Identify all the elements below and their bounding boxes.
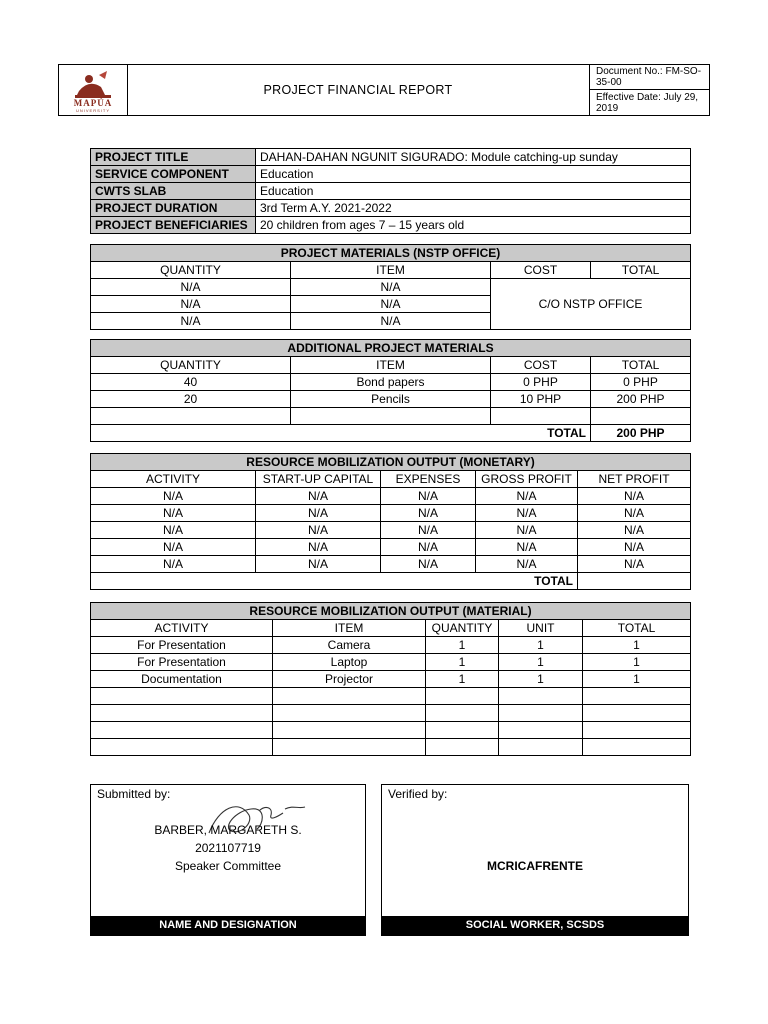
document-number: Document No.: FM-SO-35-00 bbox=[589, 65, 709, 90]
nstp-header-quantity: QUANTITY bbox=[91, 262, 291, 279]
signature-icon bbox=[201, 795, 311, 845]
material-activity-cell bbox=[91, 722, 273, 739]
material-activity-cell bbox=[91, 688, 273, 705]
monetary-header-activity: ACTIVITY bbox=[91, 471, 256, 488]
submitted-by-label: Submitted by: bbox=[97, 787, 171, 801]
material-activity-cell: Documentation bbox=[91, 671, 273, 688]
info-row bbox=[91, 149, 691, 166]
verified-by-label: Verified by: bbox=[388, 787, 448, 801]
monetary-activity-cell: N/A bbox=[91, 522, 256, 539]
material-unit-cell bbox=[499, 705, 583, 722]
additional-header-cost: COST bbox=[491, 357, 591, 374]
material-item-cell bbox=[273, 739, 426, 756]
table-row bbox=[91, 522, 691, 539]
document-header bbox=[58, 64, 710, 116]
additional-item-cell: Bond papers bbox=[291, 374, 491, 391]
monetary-capital-cell: N/A bbox=[256, 505, 381, 522]
monetary-expenses-cell: N/A bbox=[381, 539, 476, 556]
material-item-cell bbox=[273, 688, 426, 705]
additional-quantity-cell bbox=[91, 408, 291, 425]
material-item-cell: Camera bbox=[273, 637, 426, 654]
monetary-net-cell: N/A bbox=[578, 522, 691, 539]
info-value: Education bbox=[256, 183, 691, 200]
table-row bbox=[91, 488, 691, 505]
material-total-cell: 1 bbox=[583, 637, 691, 654]
monetary-gross-cell: N/A bbox=[476, 522, 578, 539]
additional-header-quantity: QUANTITY bbox=[91, 357, 291, 374]
table-row bbox=[91, 722, 691, 739]
material-unit-cell: 1 bbox=[499, 654, 583, 671]
info-label: PROJECT DURATION bbox=[91, 200, 256, 217]
info-label: SERVICE COMPONENT bbox=[91, 166, 256, 183]
nstp-item-cell: N/A bbox=[291, 313, 491, 330]
nstp-section-title: PROJECT MATERIALS (NSTP OFFICE) bbox=[91, 245, 691, 262]
additional-cost-cell bbox=[491, 408, 591, 425]
additional-cost-cell: 10 PHP bbox=[491, 391, 591, 408]
monetary-total-label: TOTAL bbox=[91, 573, 578, 590]
table-row bbox=[91, 539, 691, 556]
nstp-quantity-cell: N/A bbox=[91, 296, 291, 313]
material-total-cell: 1 bbox=[583, 671, 691, 688]
info-row bbox=[91, 217, 691, 234]
info-value: DAHAN-DAHAN NGUNIT SIGURADO: Module catching-up sunday bbox=[256, 149, 691, 166]
nstp-header-cost: COST bbox=[491, 262, 591, 279]
verifier-name: MCRICAFRENTE bbox=[487, 859, 583, 873]
table-row bbox=[91, 505, 691, 522]
nstp-header-total: TOTAL bbox=[591, 262, 691, 279]
additional-total-cell: 0 PHP bbox=[591, 374, 691, 391]
info-label: CWTS SLAB bbox=[91, 183, 256, 200]
submitter-id: 2021107719 bbox=[195, 841, 261, 855]
monetary-header-startup-capital: START-UP CAPITAL bbox=[256, 471, 381, 488]
material-total-cell bbox=[583, 705, 691, 722]
table-row bbox=[91, 671, 691, 688]
material-activity-cell: For Presentation bbox=[91, 637, 273, 654]
additional-quantity-cell: 40 bbox=[91, 374, 291, 391]
additional-materials-table bbox=[90, 339, 691, 442]
nstp-office-note: C/O NSTP OFFICE bbox=[491, 279, 691, 330]
material-quantity-cell bbox=[426, 705, 499, 722]
material-activity-cell bbox=[91, 739, 273, 756]
material-quantity-cell: 1 bbox=[426, 671, 499, 688]
nstp-item-cell: N/A bbox=[291, 279, 491, 296]
additional-total-cell: 200 PHP bbox=[591, 391, 691, 408]
monetary-activity-cell: N/A bbox=[91, 505, 256, 522]
monetary-activity-cell: N/A bbox=[91, 488, 256, 505]
material-activity-cell bbox=[91, 705, 273, 722]
material-header-item: ITEM bbox=[273, 620, 426, 637]
material-item-cell bbox=[273, 705, 426, 722]
monetary-output-table bbox=[90, 453, 691, 590]
verified-by-box bbox=[381, 784, 689, 936]
monetary-capital-cell: N/A bbox=[256, 556, 381, 573]
table-row bbox=[91, 705, 691, 722]
monetary-header-net-profit: NET PROFIT bbox=[578, 471, 691, 488]
monetary-net-cell: N/A bbox=[578, 505, 691, 522]
nstp-item-cell: N/A bbox=[291, 296, 491, 313]
nstp-header-item: ITEM bbox=[291, 262, 491, 279]
university-logo bbox=[59, 65, 128, 115]
effective-date: Effective Date: July 29, 2019 bbox=[596, 91, 699, 114]
monetary-total-value bbox=[578, 573, 691, 590]
table-row bbox=[91, 654, 691, 671]
table-row bbox=[91, 688, 691, 705]
additional-section-title: ADDITIONAL PROJECT MATERIALS bbox=[91, 340, 691, 357]
material-item-cell: Laptop bbox=[273, 654, 426, 671]
monetary-capital-cell: N/A bbox=[256, 488, 381, 505]
material-output-table bbox=[90, 602, 691, 756]
info-value: 3rd Term A.Y. 2021-2022 bbox=[256, 200, 691, 217]
table-row bbox=[91, 374, 691, 391]
monetary-expenses-cell: N/A bbox=[381, 488, 476, 505]
monetary-expenses-cell: N/A bbox=[381, 556, 476, 573]
material-unit-cell bbox=[499, 739, 583, 756]
material-unit-cell: 1 bbox=[499, 637, 583, 654]
additional-item-cell bbox=[291, 408, 491, 425]
monetary-net-cell: N/A bbox=[578, 488, 691, 505]
material-unit-cell bbox=[499, 722, 583, 739]
monetary-net-cell: N/A bbox=[578, 539, 691, 556]
material-total-cell bbox=[583, 739, 691, 756]
material-unit-cell bbox=[499, 688, 583, 705]
table-row bbox=[91, 279, 691, 296]
info-row bbox=[91, 183, 691, 200]
additional-cost-cell: 0 PHP bbox=[491, 374, 591, 391]
monetary-net-cell: N/A bbox=[578, 556, 691, 573]
material-total-cell bbox=[583, 688, 691, 705]
material-unit-cell: 1 bbox=[499, 671, 583, 688]
additional-header-item: ITEM bbox=[291, 357, 491, 374]
info-label: PROJECT BENEFICIARIES bbox=[91, 217, 256, 234]
additional-header-total: TOTAL bbox=[591, 357, 691, 374]
additional-quantity-cell: 20 bbox=[91, 391, 291, 408]
monetary-gross-cell: N/A bbox=[476, 556, 578, 573]
additional-item-cell: Pencils bbox=[291, 391, 491, 408]
monetary-activity-cell: N/A bbox=[91, 556, 256, 573]
info-row bbox=[91, 200, 691, 217]
additional-total-label: TOTAL bbox=[91, 425, 591, 442]
monetary-gross-cell: N/A bbox=[476, 488, 578, 505]
material-quantity-cell bbox=[426, 739, 499, 756]
material-item-cell: Projector bbox=[273, 671, 426, 688]
info-label: PROJECT TITLE bbox=[91, 149, 256, 166]
monetary-header-expenses: EXPENSES bbox=[381, 471, 476, 488]
name-designation-bar: NAME AND DESIGNATION bbox=[91, 916, 365, 935]
material-header-quantity: QUANTITY bbox=[426, 620, 499, 637]
monetary-gross-cell: N/A bbox=[476, 505, 578, 522]
submitter-role: Speaker Committee bbox=[174, 859, 282, 873]
monetary-section-title: RESOURCE MOBILIZATION OUTPUT (MONETARY) bbox=[91, 454, 691, 471]
material-quantity-cell bbox=[426, 722, 499, 739]
material-activity-cell: For Presentation bbox=[91, 654, 273, 671]
material-quantity-cell bbox=[426, 688, 499, 705]
submitter-name: BARBER, MARGARETH S. bbox=[154, 823, 302, 837]
monetary-capital-cell: N/A bbox=[256, 522, 381, 539]
material-header-total: TOTAL bbox=[583, 620, 691, 637]
logo-subtext: UNIVERSITY bbox=[75, 108, 110, 113]
logo-text: MAPÚA bbox=[73, 98, 113, 108]
monetary-gross-cell: N/A bbox=[476, 539, 578, 556]
table-row bbox=[91, 391, 691, 408]
nstp-quantity-cell: N/A bbox=[91, 279, 291, 296]
monetary-header-gross-profit: GROSS PROFIT bbox=[476, 471, 578, 488]
material-item-cell bbox=[273, 722, 426, 739]
material-quantity-cell: 1 bbox=[426, 637, 499, 654]
project-info-table bbox=[90, 148, 691, 234]
material-total-cell bbox=[583, 722, 691, 739]
monetary-expenses-cell: N/A bbox=[381, 522, 476, 539]
table-row bbox=[91, 637, 691, 654]
monetary-activity-cell: N/A bbox=[91, 539, 256, 556]
info-value: Education bbox=[256, 166, 691, 183]
table-row bbox=[91, 408, 691, 425]
nstp-quantity-cell: N/A bbox=[91, 313, 291, 330]
social-worker-bar: SOCIAL WORKER, SCSDS bbox=[382, 916, 688, 935]
material-header-activity: ACTIVITY bbox=[91, 620, 273, 637]
material-total-cell: 1 bbox=[583, 654, 691, 671]
submitted-by-box bbox=[90, 784, 366, 936]
nstp-materials-table bbox=[90, 244, 691, 330]
material-header-unit: UNIT bbox=[499, 620, 583, 637]
table-row bbox=[91, 556, 691, 573]
additional-total-value: 200 PHP bbox=[591, 425, 691, 442]
table-row bbox=[91, 739, 691, 756]
additional-total-cell bbox=[591, 408, 691, 425]
monetary-expenses-cell: N/A bbox=[381, 505, 476, 522]
info-value: 20 children from ages 7 – 15 years old bbox=[256, 217, 691, 234]
material-quantity-cell: 1 bbox=[426, 654, 499, 671]
monetary-capital-cell: N/A bbox=[256, 539, 381, 556]
material-section-title: RESOURCE MOBILIZATION OUTPUT (MATERIAL) bbox=[91, 603, 691, 620]
info-row bbox=[91, 166, 691, 183]
report-title: PROJECT FINANCIAL REPORT bbox=[127, 65, 590, 115]
